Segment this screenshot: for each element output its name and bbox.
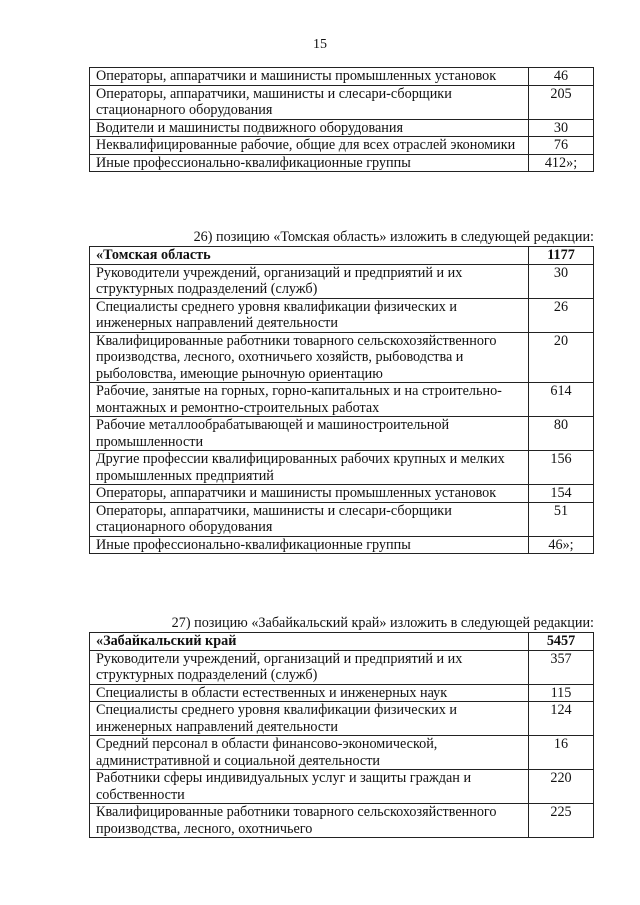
section-27-intro: 27) позицию «Забайкальский край» изложить в следующей редакции: <box>171 615 594 631</box>
row-label: Руководители учреждений, организаций и предприятий и их структурных подразделений (служб) <box>90 650 529 684</box>
row-value: 51 <box>529 502 594 536</box>
row-label: Квалифицированные работники товарного сельскохозяйственного производства, лесного, охотничьего <box>90 804 529 838</box>
section-26-intro: 26) позицию «Томская область» изложить в следующей редакции: <box>193 229 594 245</box>
table-row <box>90 485 594 503</box>
row-value: 220 <box>529 770 594 804</box>
row-label: Неквалифицированные рабочие, общие для всех отраслей экономики <box>90 137 529 155</box>
table-row <box>90 298 594 332</box>
table-row <box>90 736 594 770</box>
table-row <box>90 684 594 702</box>
table-row <box>90 650 594 684</box>
table-row <box>90 154 594 172</box>
row-label: Операторы, аппаратчики, машинисты и слесари-сборщики стационарного оборудования <box>90 85 529 119</box>
table-row <box>90 804 594 838</box>
row-label: Средний персонал в области финансово-экономической, административной и социальной деятельности <box>90 736 529 770</box>
row-value: 16 <box>529 736 594 770</box>
row-value: 80 <box>529 417 594 451</box>
region-name: «Забайкальский край <box>90 633 529 651</box>
table-header-row <box>90 633 594 651</box>
row-label: Иные профессионально-квалификационные группы <box>90 536 529 554</box>
table-row <box>90 417 594 451</box>
page-number: 15 <box>313 37 327 52</box>
row-label: Квалифицированные работники товарного сельскохозяйственного производства, лесного, охотничьего хозяйств, рыбоводства и рыболовства, имеющие рыночную ориентацию <box>90 332 529 383</box>
row-value: 20 <box>529 332 594 383</box>
table-row <box>90 770 594 804</box>
row-value: 205 <box>529 85 594 119</box>
row-value: 124 <box>529 702 594 736</box>
table-header-row <box>90 247 594 265</box>
row-value: 412»; <box>529 154 594 172</box>
table-row <box>90 383 594 417</box>
table-row <box>90 119 594 137</box>
table-row <box>90 85 594 119</box>
row-label: Другие профессии квалифицированных рабочих крупных и мелких промышленных предприятий <box>90 451 529 485</box>
row-value: 26 <box>529 298 594 332</box>
table-row <box>90 451 594 485</box>
table-row <box>90 68 594 86</box>
region-name: «Томская область <box>90 247 529 265</box>
row-value: 76 <box>529 137 594 155</box>
row-value: 357 <box>529 650 594 684</box>
row-label: Операторы, аппаратчики и машинисты промышленных установок <box>90 485 529 503</box>
region-total: 5457 <box>529 633 594 651</box>
row-label: Водители и машинисты подвижного оборудования <box>90 119 529 137</box>
row-value: 30 <box>529 264 594 298</box>
row-value: 614 <box>529 383 594 417</box>
table-continued <box>89 67 594 172</box>
row-label: Иные профессионально-квалификационные группы <box>90 154 529 172</box>
row-value: 225 <box>529 804 594 838</box>
row-label: Рабочие металлообрабатывающей и машиностроительной промышленности <box>90 417 529 451</box>
row-label: Операторы, аппаратчики, машинисты и слесари-сборщики стационарного оборудования <box>90 502 529 536</box>
table-row <box>90 536 594 554</box>
table-row <box>90 137 594 155</box>
row-value: 154 <box>529 485 594 503</box>
row-value: 156 <box>529 451 594 485</box>
row-value: 46»; <box>529 536 594 554</box>
table-row <box>90 332 594 383</box>
row-label: Руководители учреждений, организаций и предприятий и их структурных подразделений (служб) <box>90 264 529 298</box>
row-value: 30 <box>529 119 594 137</box>
row-label: Операторы, аппаратчики и машинисты промышленных установок <box>90 68 529 86</box>
row-label: Специалисты среднего уровня квалификации физических и инженерных направлений деятельности <box>90 298 529 332</box>
table-row <box>90 264 594 298</box>
row-label: Специалисты в области естественных и инженерных наук <box>90 684 529 702</box>
row-label: Рабочие, занятые на горных, горно-капитальных и на строительно-монтажных и ремонтно-строительных работах <box>90 383 529 417</box>
row-value: 115 <box>529 684 594 702</box>
table-row <box>90 702 594 736</box>
table-row <box>90 502 594 536</box>
row-label: Специалисты среднего уровня квалификации физических и инженерных направлений деятельности <box>90 702 529 736</box>
table-tomsk <box>89 246 594 554</box>
region-total: 1177 <box>529 247 594 265</box>
row-value: 46 <box>529 68 594 86</box>
table-zabaikalsky <box>89 632 594 838</box>
row-label: Работники сферы индивидуальных услуг и защиты граждан и собственности <box>90 770 529 804</box>
